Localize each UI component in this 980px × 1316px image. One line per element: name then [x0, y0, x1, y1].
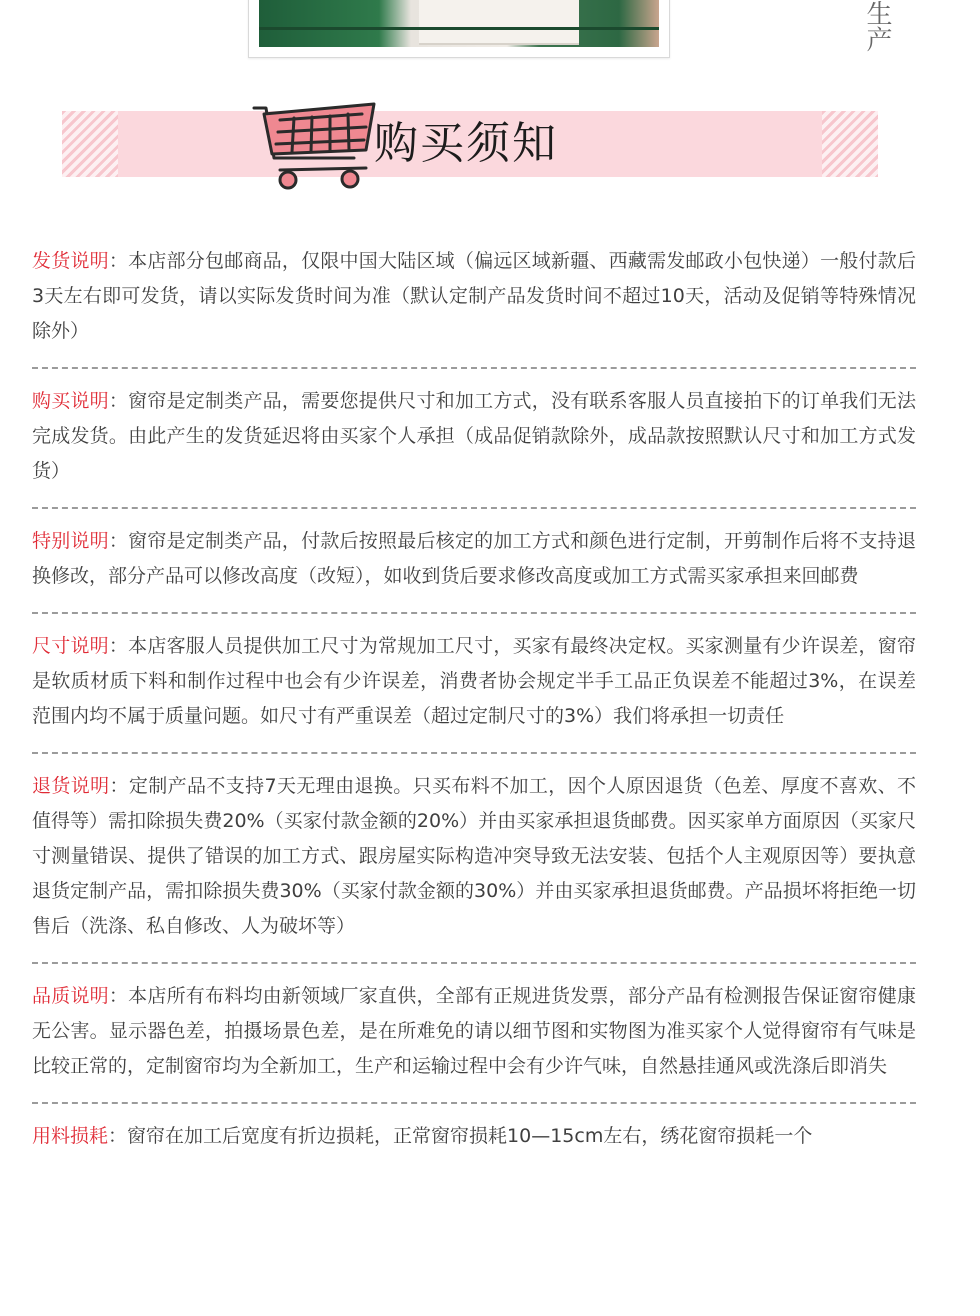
- note-label: 尺寸说明: [32, 635, 109, 657]
- note-label: 购买说明: [32, 390, 109, 412]
- purchase-notes: [32, 244, 916, 1154]
- note-text: 窗帘在加工后宽度有折边损耗，正常窗帘损耗10—15cm左右，绣花窗帘损耗一个: [127, 1125, 813, 1147]
- note-label: 用料损耗: [32, 1125, 109, 1147]
- note-shipping: [32, 244, 916, 349]
- dashed-divider: [32, 962, 916, 964]
- note-label: 退货说明: [32, 775, 110, 797]
- note-text: 本店部分包邮商品，仅限中国大陆区域（偏远区域新疆、西藏需发邮政小包快递）一般付款后3天左右即可发货，请以实际发货时间为准（默认定制产品发货时间不超过10天，活动及促销等特殊情况除外）: [32, 250, 916, 342]
- banner-hatch-right: [822, 111, 878, 177]
- note-returns: [32, 769, 916, 944]
- note-label: 品质说明: [32, 985, 109, 1007]
- note-purchase: [32, 384, 916, 489]
- note-separator: ：: [108, 985, 129, 1007]
- note-text: 窗帘是定制类产品，付款后按照最后核定的加工方式和颜色进行定制，开剪制作后将不支持退换修改，部分产品可以修改高度（改短），如收到货后要求修改高度或加工方式需买家承担来回邮费: [32, 530, 916, 587]
- note-label: 发货说明: [32, 250, 109, 272]
- note-separator: ：: [108, 635, 129, 657]
- note-label: 特别说明: [32, 530, 109, 552]
- note-material-loss: [32, 1119, 916, 1154]
- note-separator: ：: [108, 1125, 128, 1147]
- dashed-divider: [32, 367, 916, 369]
- side-caption: 生产: [862, 0, 892, 52]
- product-photo-image: [259, 0, 659, 47]
- note-quality: [32, 979, 916, 1084]
- photo-fabric: [419, 0, 579, 45]
- note-text: 定制产品不支持7天无理由退换。只买布料不加工，因个人原因退货（色差、厚度不喜欢、不值得等）需扣除损失费20%（买家付款金额的20%）并由买家承担退货邮费。因买家单方面原因（买家尺寸测量错误、提供了错误的加工方式、跟房屋实际构造冲突导致无法安装、包括个人主观原因等）要执意退货定制产品，需扣除损失费30%（买家付款金额的30%）并由买家承担退货邮费。产品损坏将拒绝一切售后（洗涤、私自修改、人为破坏等）: [32, 775, 916, 937]
- note-separator: ：: [108, 250, 129, 272]
- note-text: 本店所有布料均由新领域厂家直供，全部有正规进货发票，部分产品有检测报告保证窗帘健康无公害。显示器色差，拍摄场景色差，是在所难免的请以细节图和实物图为准买家个人觉得窗帘有气味是比较正常的，定制窗帘均为全新加工，生产和运输过程中会有少许气味，自然悬挂通风或洗涤后即消失: [32, 985, 916, 1077]
- dashed-divider: [32, 612, 916, 614]
- note-separator: ：: [108, 390, 129, 412]
- shopping-cart-icon: [250, 96, 380, 192]
- note-separator: ：: [108, 530, 129, 552]
- dashed-divider: [32, 507, 916, 509]
- section-title: 购买须知: [374, 118, 558, 169]
- note-separator: ：: [109, 775, 129, 797]
- dashed-divider: [32, 1102, 916, 1104]
- note-text: 本店客服人员提供加工尺寸为常规加工尺寸，买家有最终决定权。买家测量有少许误差，窗帘是软质材质下料和制作过程中也会有少许误差，消费者协会规定半手工品正负误差不能超过3%，在误差范围内均不属于质量问题。如尺寸有严重误差（超过定制尺寸的3%）我们将承担一切责任: [32, 635, 916, 727]
- product-photo: [248, 0, 670, 58]
- note-text: 窗帘是定制类产品，需要您提供尺寸和加工方式，没有联系客服人员直接拍下的订单我们无法完成发货。由此产生的发货延迟将由买家个人承担（成品促销款除外，成品款按照默认尺寸和加工方式发货）: [32, 390, 916, 482]
- photo-table-edge: [259, 27, 659, 30]
- note-size: [32, 629, 916, 734]
- dashed-divider: [32, 752, 916, 754]
- note-special: [32, 524, 916, 594]
- banner-hatch-left: [62, 111, 118, 177]
